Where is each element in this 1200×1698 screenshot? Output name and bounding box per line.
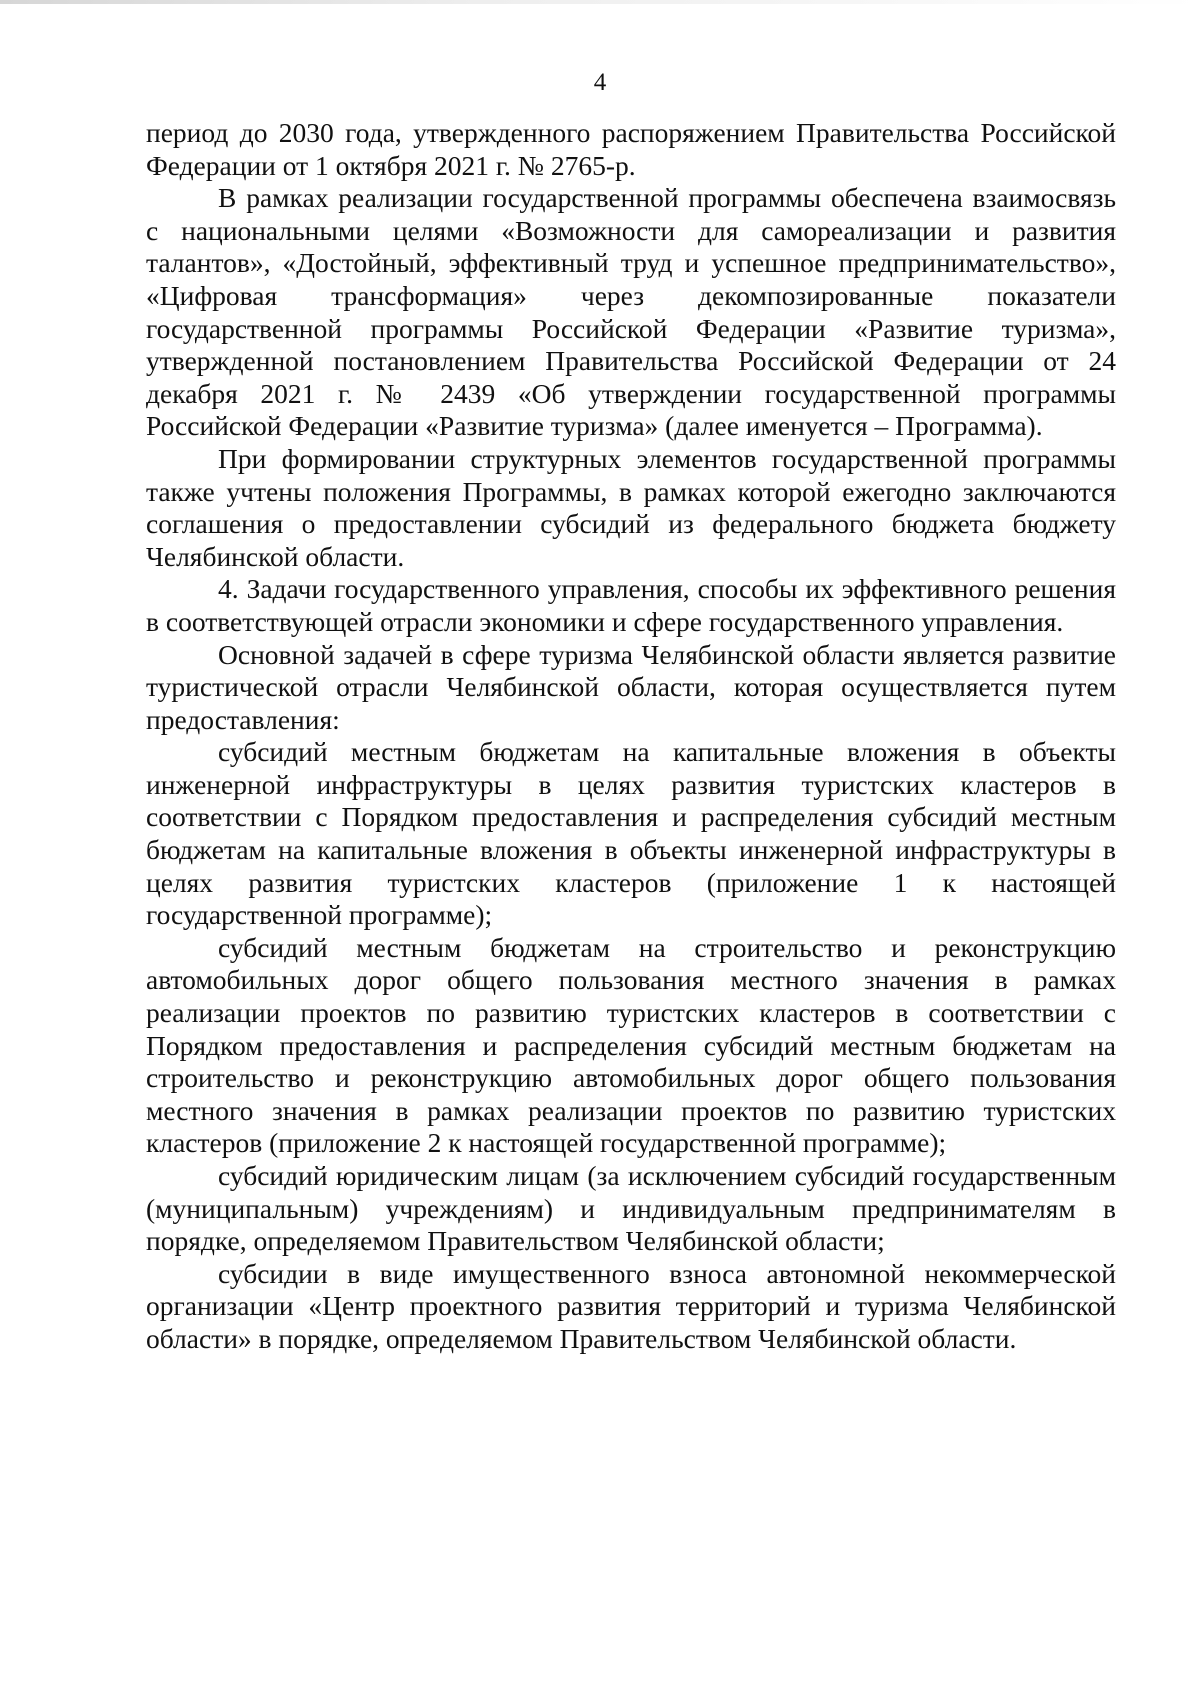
list-item-subsidy-infrastructure: субсидий местным бюджетам на капитальные вложения в объекты инженерной инфраструктуры в целях развития туристских кластеров в соответствии с Порядком предоставления и распределения субсидий местным бюджетам на капитальные вложения в объекты инженерной инфраструктуры в целях развития туристских кластеров (приложение 1 к настоящей государственной программе); [146, 736, 1116, 931]
list-item-subsidy-legal-entities: субсидий юридическим лицам (за исключением субсидий государственным (муниципальным) учреждениям) и индивидуальным предпринимателям в порядке, определяемом Правительством Челябинской области; [146, 1160, 1116, 1257]
paragraph-continuation: период до 2030 года, утвержденного распоряжением Правительства Российской Федерации от 1 октября 2021 г. № 2765-р. [146, 117, 1116, 181]
page-number: 4 [593, 69, 607, 96]
list-item-subsidy-roads: субсидий местным бюджетам на строительство и реконструкцию автомобильных дорог общего пользования местного значения в рамках реализации проектов по развитию туристских кластеров в соответствии с Порядком предоставления и распределения субсидий местным бюджетам на строительство и реконструкцию автомобильных дорог общего пользования местного значения в рамках реализации проектов по развитию туристских кластеров (приложение 2 к настоящей государственной программе); [146, 931, 1116, 1159]
paragraph-structural-elements: При формировании структурных элементов государственной программы также учтены положения Программы, в рамках которой ежегодно заключаются соглашения о предоставлении субсидий из федерального бюджета бюджету Челябинской области. [146, 442, 1116, 572]
document-body [146, 117, 1116, 1356]
section-heading-4: 4. Задачи государственного управления, способы их эффективного решения в соответствующей отрасли экономики и сфере государственного управления. [146, 573, 1116, 637]
list-item-subsidy-property-contribution: субсидии в виде имущественного взноса автономной некоммерческой организации «Центр проектного развития территорий и туризма Челябинской области» в порядке, определяемом Правительством Челябинской области. [146, 1257, 1116, 1354]
paragraph-main-task: Основной задачей в сфере туризма Челябинской области является развитие туристической отрасли Челябинской области, которая осуществляется путем предоставления: [146, 638, 1116, 735]
paragraph-national-goals: В рамках реализации государственной программы обеспечена взаимосвязь с национальными целями «Возможности для самореализации и развития талантов», «Достойный, эффективный труд и успешное предпринимательство», «Цифровая трансформация» через декомпозированные показатели государственной программы Российской Федерации «Развитие туризма», утвержденной постановлением Правительства Российской Федерации от 24 декабря 2021 г. № 2439 «Об утверждении государственной программы Российской Федерации «Развитие туризма» (далее именуется – Программа). [146, 182, 1116, 442]
